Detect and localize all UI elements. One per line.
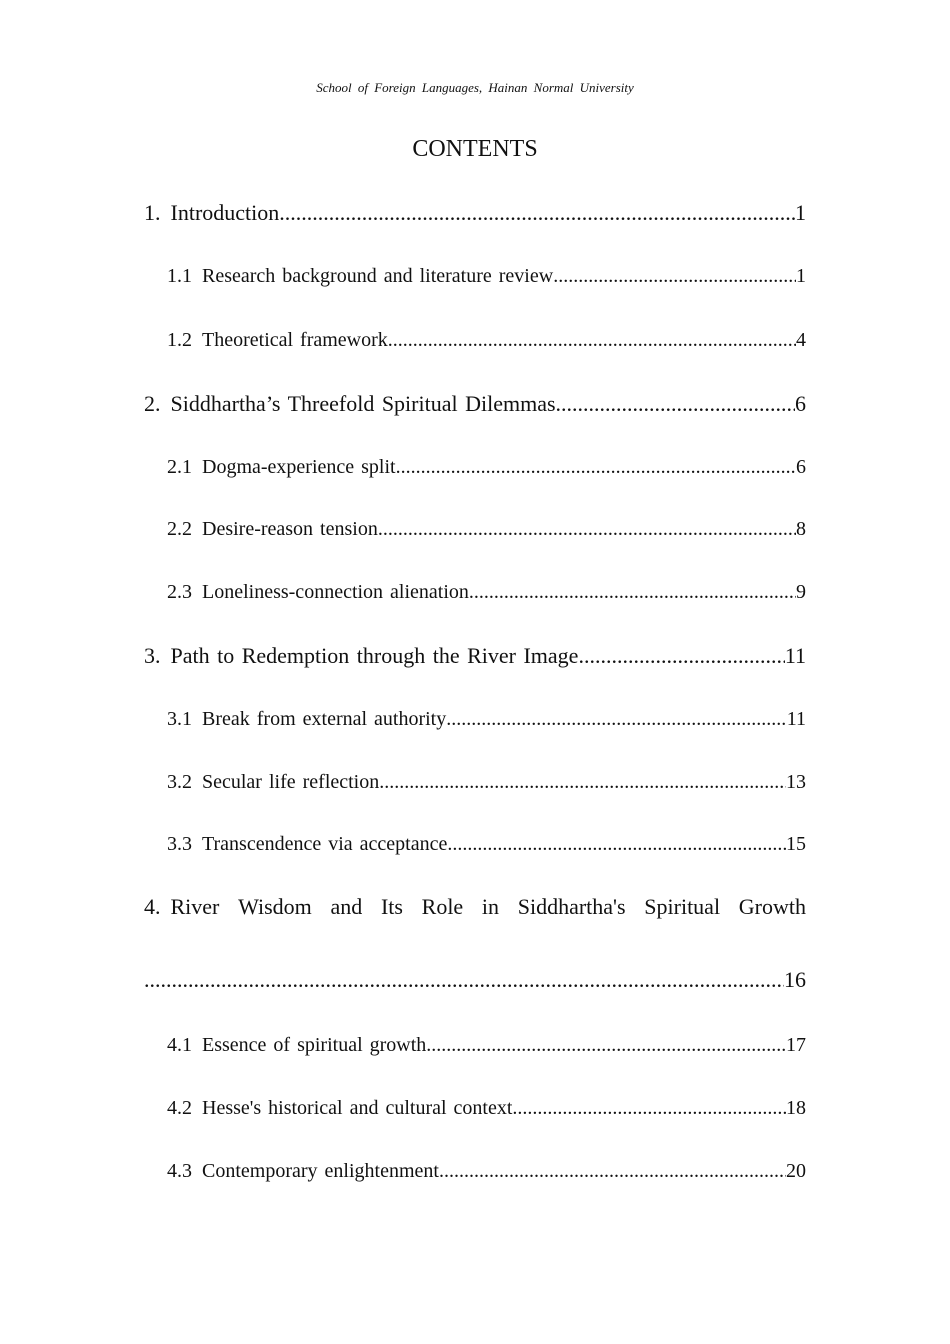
running-header: School of Foreign Languages, Hainan Normal University	[316, 80, 634, 95]
toc-entry[interactable]	[167, 1097, 806, 1120]
toc-entry-title: Introduction	[170, 200, 280, 225]
toc-entry-page: 17	[786, 1034, 806, 1056]
toc-entry[interactable]	[167, 329, 806, 352]
toc-entry[interactable]	[167, 518, 806, 541]
dot-leader	[426, 1034, 786, 1057]
toc-entry-title: Research background and literature review	[202, 265, 554, 287]
toc-entry-title: Essence of spiritual growth	[202, 1034, 427, 1056]
toc-entry-number: 2.2	[167, 518, 192, 540]
toc-entry-title: Loneliness-connection alienation	[202, 581, 469, 603]
dot-leader	[512, 1097, 786, 1120]
toc-entry-number: 1.1	[167, 265, 192, 287]
toc-entry-title-word: in	[481, 894, 500, 919]
dot-leader	[556, 391, 795, 417]
dot-leader	[439, 1160, 786, 1183]
toc-entry-number: 3.3	[167, 833, 192, 855]
toc-entry-title-word: Spiritual	[644, 894, 721, 919]
toc-entry-title-word: Wisdom	[238, 894, 312, 919]
toc-entry-number: 4.1	[167, 1034, 192, 1056]
toc-entry-number: 2.	[144, 391, 161, 416]
toc-entry-page: 11	[784, 643, 806, 668]
dot-leader	[144, 967, 784, 993]
toc-entry[interactable]	[167, 1034, 806, 1057]
toc-entry-wrapped-line[interactable]	[144, 894, 806, 920]
toc-entry-title-word: Growth	[738, 894, 806, 919]
toc-entry-page: 20	[786, 1160, 806, 1182]
toc-entry-title-word: Siddhartha's	[517, 894, 626, 919]
dot-leader	[378, 518, 796, 541]
dot-leader	[388, 329, 796, 352]
toc-entry-title: Desire-reason tension	[202, 518, 378, 540]
toc-entry-page: 8	[796, 518, 806, 540]
toc-entry-page: 6	[795, 391, 806, 416]
toc-entry[interactable]	[167, 833, 806, 856]
toc-entry[interactable]	[144, 200, 806, 226]
toc-entry-number: 3.	[144, 643, 161, 668]
dot-leader	[396, 456, 796, 479]
toc-entry-page: 1	[796, 265, 806, 287]
toc-entry-page: 16	[784, 967, 806, 992]
dot-leader	[446, 708, 786, 731]
toc-entry-title-word: and	[330, 894, 363, 919]
toc-entry-page: 6	[796, 456, 806, 478]
toc-entry-title: Dogma-experience split	[202, 456, 396, 478]
toc-entry-number: 2.1	[167, 456, 192, 478]
toc-entry-title: Transcendence via acceptance	[202, 833, 448, 855]
toc-entry[interactable]	[144, 643, 806, 669]
toc-entry-number: 1.	[144, 200, 161, 225]
toc-entry-title: Theoretical framework	[202, 329, 388, 351]
toc-entry-page: 11	[786, 708, 806, 730]
toc-entry-number: 4.3	[167, 1160, 192, 1182]
toc-entry-number: 1.2	[167, 329, 192, 351]
page-title: CONTENTS	[412, 136, 538, 162]
toc-entry-number: 4.	[144, 894, 161, 919]
dot-leader	[553, 265, 796, 288]
toc-entry-number: 4.2	[167, 1097, 192, 1119]
toc-entry-continuation[interactable]	[144, 967, 806, 993]
toc-entry-page: 15	[786, 833, 806, 855]
toc-entry-title-word: Its	[380, 894, 403, 919]
toc-entry[interactable]	[144, 391, 806, 417]
dot-leader	[279, 200, 795, 226]
toc-entry-number: 3.1	[167, 708, 192, 730]
toc-entry-number: 2.3	[167, 581, 192, 603]
toc-entry[interactable]	[167, 1160, 806, 1183]
toc-entry-page: 9	[796, 581, 806, 603]
toc-entry-title-word: River	[170, 894, 220, 919]
dot-leader	[469, 581, 796, 604]
toc-entry-number: 3.2	[167, 771, 192, 793]
toc-entry-title-word: Role	[421, 894, 464, 919]
toc-entry[interactable]	[167, 265, 806, 288]
toc-entry[interactable]	[167, 771, 806, 794]
toc-entry-page: 13	[786, 771, 806, 793]
toc-entry[interactable]	[167, 708, 806, 731]
toc-entry-title	[171, 894, 807, 920]
toc-entry-title: Siddhartha’s Threefold Spiritual Dilemmas	[170, 391, 556, 416]
dot-leader	[447, 833, 786, 856]
toc-entry-page: 1	[795, 200, 806, 225]
dot-leader	[578, 643, 784, 669]
toc-entry-title: Path to Redemption through the River Image	[170, 643, 579, 668]
toc-entry[interactable]	[167, 456, 806, 479]
toc-entry-title: Hesse's historical and cultural context	[202, 1097, 513, 1119]
dot-leader	[379, 771, 786, 794]
toc-entry-title: Contemporary enlightenment	[202, 1160, 439, 1182]
toc-entry-title: Secular life reflection	[202, 771, 380, 793]
toc-entry-page: 18	[786, 1097, 806, 1119]
toc-entry-page: 4	[796, 329, 806, 351]
toc-entry[interactable]	[167, 581, 806, 604]
toc-entry-title: Break from external authority	[202, 708, 447, 730]
